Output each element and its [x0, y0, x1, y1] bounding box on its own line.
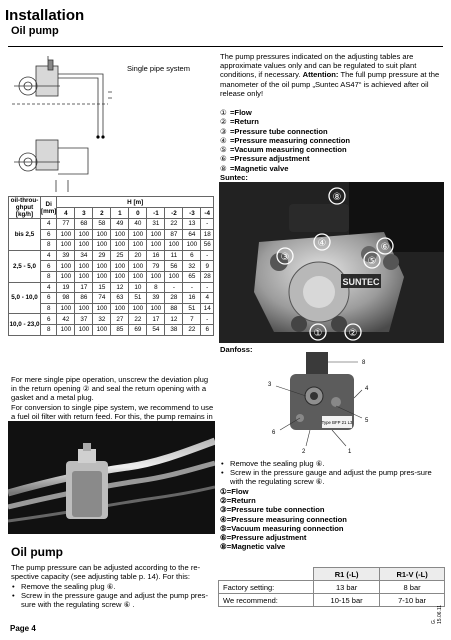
- h-value: 0: [129, 208, 147, 219]
- table-cell: -: [201, 219, 214, 230]
- h-value: 1: [111, 208, 129, 219]
- table-cell: 100: [75, 240, 93, 251]
- table-cell: 40: [129, 219, 147, 230]
- table-cell: 64: [183, 229, 201, 240]
- table-cell: 100: [57, 229, 75, 240]
- h-value: -2: [165, 208, 183, 219]
- di-value: 4: [41, 282, 57, 293]
- doc-code: G. 15.06.11: [431, 604, 443, 624]
- legend-item: ⑥ =Pressure adjustment: [220, 154, 310, 164]
- di-value: 8: [41, 303, 57, 314]
- pressure-value: 13 bar: [314, 581, 380, 594]
- di-value: 6: [41, 261, 57, 272]
- h-value: -4: [201, 208, 214, 219]
- legend-item: ④=Pressure measuring connection: [220, 514, 347, 524]
- section-intro: The pump pressure can be adjusted according to the re-spective capacity (see adjusting table p. 14). For this:: [11, 563, 201, 582]
- table-cell: 100: [147, 240, 165, 251]
- pipe-drawing: [8, 52, 214, 192]
- table-cell: 10: [129, 282, 147, 293]
- single-pipe-paragraph: For mere single pipe operation, unscrew the deviation plug in the return opening ② and seal the return opening with a gasket and a metal plug.: [11, 375, 209, 403]
- table-cell: 22: [183, 324, 201, 335]
- table-cell: 100: [93, 261, 111, 272]
- table-cell: 18: [201, 229, 214, 240]
- suntec-callout-4: ④: [317, 238, 327, 249]
- danfoss-callout: 4: [365, 386, 369, 392]
- suntec-brand: SUNTEC: [342, 277, 380, 287]
- table-cell: 100: [93, 229, 111, 240]
- di-value: 6: [41, 314, 57, 325]
- table-cell: 56: [165, 261, 183, 272]
- di-value: 8: [41, 271, 57, 282]
- suntec-callout-3: ③: [280, 252, 290, 263]
- table-cell: 100: [129, 229, 147, 240]
- table-cell: 100: [75, 261, 93, 272]
- table-cell: 32: [183, 261, 201, 272]
- h-value: 2: [93, 208, 111, 219]
- throughput-group: bis 2,5: [9, 219, 41, 251]
- table-cell: 100: [57, 261, 75, 272]
- suntec-callout-5: ⑤: [367, 256, 377, 267]
- list-item: • Remove the sealing plug ⑥.: [220, 459, 444, 468]
- table-cell: 17: [75, 282, 93, 293]
- table-cell: 22: [129, 314, 147, 325]
- list-item: • Screw in the pressure gauge and adjust the pump pres-sure with the regulating screw ⑥.: [220, 468, 444, 486]
- table-cell: 100: [129, 303, 147, 314]
- table-cell: -: [183, 282, 201, 293]
- filter-drawing: [8, 421, 215, 534]
- danfoss-plate: Type BFP 21 L3: [321, 420, 353, 425]
- legend-item: ⑥=Pressure adjustment: [220, 533, 307, 543]
- table-cell: 42: [57, 314, 75, 325]
- table-cell: 11: [165, 250, 183, 261]
- filter-photo: [8, 421, 215, 534]
- list-item: • Remove the sealing plug ⑥.: [11, 582, 215, 591]
- danfoss-callout: 2: [302, 449, 306, 455]
- table-cell: 22: [165, 219, 183, 230]
- table-row: [219, 594, 445, 607]
- di-value: 8: [41, 240, 57, 251]
- legend-item: ③=Pressure tube connection: [220, 505, 325, 515]
- table-cell: 86: [75, 293, 93, 304]
- table-cell: 100: [57, 324, 75, 335]
- table-cell: 54: [147, 324, 165, 335]
- pressure-value: 8 bar: [380, 581, 445, 594]
- danfoss-callout: 5: [365, 418, 369, 424]
- table-row: [9, 250, 214, 261]
- h-value: 4: [57, 208, 75, 219]
- h-value: 3: [75, 208, 93, 219]
- figure-label: Single pipe system: [127, 64, 190, 73]
- table-cell: 100: [129, 271, 147, 282]
- table-cell: 16: [147, 250, 165, 261]
- legend-item: ② =Return: [220, 117, 259, 127]
- attention-label: Attention:: [302, 70, 339, 80]
- table-row: [9, 219, 214, 230]
- table-cell: 100: [111, 271, 129, 282]
- pressure-header: R1-V (-L): [380, 568, 445, 581]
- table-cell: 65: [183, 271, 201, 282]
- conversion-paragraph: For conversion to single pipe system, we recommend to use a fuel oil filter with return feed. For this, the pump remains in: [11, 403, 214, 422]
- table-cell: 63: [111, 293, 129, 304]
- suntec-drawing: [219, 182, 444, 343]
- table-cell: 29: [93, 250, 111, 261]
- danfoss-pump-diagram: [262, 350, 382, 455]
- table-cell: 25: [111, 250, 129, 261]
- table-cell: 37: [75, 314, 93, 325]
- table-cell: 13: [183, 219, 201, 230]
- legend-item: ⑤=Vacuum measuring connection: [220, 523, 344, 533]
- table-cell: 58: [93, 219, 111, 230]
- table-cell: 100: [129, 240, 147, 251]
- intro-text: The pump pressures indicated on the adjusting tables are approximate values only and can be regulated to suit plant conditions, if necessary.: [220, 52, 417, 80]
- table-cell: 100: [147, 271, 165, 282]
- table-cell: 100: [183, 240, 201, 251]
- table-cell: 69: [129, 324, 147, 335]
- col-header-h: H [m]: [57, 197, 214, 208]
- table-cell: 79: [147, 261, 165, 272]
- table-cell: 100: [57, 303, 75, 314]
- single-pipe-diagram: [8, 52, 214, 192]
- page-subtitle: Oil pump: [11, 25, 59, 37]
- danfoss-callout: 3: [268, 382, 272, 388]
- table-cell: -: [201, 314, 214, 325]
- table-cell: 100: [93, 303, 111, 314]
- list-item: • Screw in the pressure gauge and adjust the pump pres-sure with the regulating screw ⑥ .: [11, 591, 215, 609]
- table-cell: 6: [183, 250, 201, 261]
- table-cell: 100: [57, 240, 75, 251]
- table-cell: 20: [129, 250, 147, 261]
- pressure-header: R1 (-L): [314, 568, 380, 581]
- table-cell: 19: [57, 282, 75, 293]
- table-cell: 27: [111, 314, 129, 325]
- pressure-value: 7-10 bar: [380, 594, 445, 607]
- table-cell: 51: [183, 303, 201, 314]
- pressure-value: 10-15 bar: [314, 594, 380, 607]
- di-value: 6: [41, 293, 57, 304]
- table-cell: 49: [111, 219, 129, 230]
- suntec-callout-6: ⑥: [380, 242, 390, 253]
- legend-item: ⑧ =Magnetic valve: [220, 163, 289, 173]
- table-row: [9, 282, 214, 293]
- danfoss-steps: [220, 459, 444, 487]
- table-row: [9, 314, 214, 325]
- table-cell: 100: [129, 261, 147, 272]
- suntec-callout-1: ①: [313, 328, 323, 339]
- row-label: Factory setting:: [219, 581, 314, 594]
- table-cell: 34: [75, 250, 93, 261]
- legend-item: ③ =Pressure tube connection: [220, 126, 328, 136]
- throughput-group: 5,0 - 10,0: [9, 282, 41, 314]
- danfoss-label: Danfoss:: [220, 345, 253, 354]
- table-cell: 8: [147, 282, 165, 293]
- danfoss-callout: 8: [362, 360, 366, 366]
- header-rule: [8, 46, 443, 47]
- table-cell: 100: [165, 240, 183, 251]
- table-cell: 17: [147, 314, 165, 325]
- table-cell: 4: [201, 293, 214, 304]
- page-title: Installation: [5, 7, 85, 24]
- di-value: 4: [41, 250, 57, 261]
- table-cell: 100: [111, 229, 129, 240]
- suntec-legend: [220, 108, 350, 173]
- table-cell: 39: [57, 250, 75, 261]
- table-cell: 100: [147, 229, 165, 240]
- table-cell: 12: [111, 282, 129, 293]
- table-cell: 39: [147, 293, 165, 304]
- legend-item: ① =Flow: [220, 108, 252, 117]
- legend-item: ④ =Pressure measuring connection: [220, 135, 351, 145]
- table-cell: 15: [93, 282, 111, 293]
- table-cell: 12: [165, 314, 183, 325]
- table-cell: 100: [75, 271, 93, 282]
- table-cell: 9: [201, 261, 214, 272]
- danfoss-callout: 1: [348, 449, 352, 455]
- suntec-callout-8: ⑧: [332, 192, 342, 203]
- danfoss-callout: 6: [272, 430, 276, 436]
- table-cell: 32: [93, 314, 111, 325]
- legend-item: ⑧=Magnetic valve: [220, 542, 286, 552]
- col-header-oil: oil-throu-ghput [kg/h]: [9, 197, 41, 219]
- pressure-table: [218, 567, 445, 607]
- table-cell: 100: [111, 240, 129, 251]
- table-cell: 100: [75, 229, 93, 240]
- throughput-group: 10,0 - 23,0: [9, 314, 41, 335]
- table-cell: -: [201, 282, 214, 293]
- table-cell: 38: [165, 324, 183, 335]
- table-cell: 100: [57, 271, 75, 282]
- table-cell: -: [201, 250, 214, 261]
- di-value: 8: [41, 324, 57, 335]
- table-cell: 100: [93, 240, 111, 251]
- throughput-group: 2,5 - 5,0: [9, 250, 41, 282]
- table-cell: 68: [75, 219, 93, 230]
- h-value: -3: [183, 208, 201, 219]
- table-cell: 51: [129, 293, 147, 304]
- table-cell: 100: [111, 261, 129, 272]
- suntec-label: Suntec:: [220, 173, 248, 182]
- table-cell: 87: [165, 229, 183, 240]
- table-cell: -: [165, 282, 183, 293]
- di-value: 6: [41, 229, 57, 240]
- section-title: Oil pump: [11, 545, 63, 559]
- table-cell: 100: [75, 324, 93, 335]
- table-cell: 14: [201, 303, 214, 314]
- table-cell: 16: [183, 293, 201, 304]
- right-intro: [220, 52, 444, 98]
- row-label: We recommend:: [219, 594, 314, 607]
- page-number: Page 4: [10, 624, 36, 633]
- table-cell: 6: [201, 324, 214, 335]
- table-cell: 28: [201, 271, 214, 282]
- danfoss-legend: [220, 487, 347, 551]
- table-cell: 28: [165, 293, 183, 304]
- danfoss-drawing: [262, 350, 382, 455]
- section-steps: [11, 582, 215, 610]
- throughput-table: [8, 196, 214, 336]
- legend-item: ②=Return: [220, 496, 256, 506]
- table-cell: 85: [111, 324, 129, 335]
- table-cell: 88: [165, 303, 183, 314]
- attention-text: The full pump pressure at the manometer of the oil pump „Suntec AS47“ is achieved after oil release only!: [220, 70, 440, 98]
- table-cell: 100: [93, 324, 111, 335]
- col-header-di: Di [mm]: [41, 197, 57, 219]
- di-value: 4: [41, 219, 57, 230]
- table-cell: 100: [165, 271, 183, 282]
- table-cell: 31: [147, 219, 165, 230]
- table-cell: 100: [93, 271, 111, 282]
- table-cell: 98: [57, 293, 75, 304]
- table-cell: 74: [93, 293, 111, 304]
- table-cell: 100: [75, 303, 93, 314]
- table-cell: 100: [147, 303, 165, 314]
- table-cell: 100: [111, 303, 129, 314]
- table-cell: 77: [57, 219, 75, 230]
- table-cell: 56: [201, 240, 214, 251]
- h-value: -1: [147, 208, 165, 219]
- suntec-pump-photo: [219, 182, 444, 343]
- legend-item: ⑤ =Vacuum measuring connection: [220, 145, 347, 155]
- legend-item: ①=Flow: [220, 487, 249, 496]
- table-cell: 7: [183, 314, 201, 325]
- suntec-callout-2: ②: [348, 328, 358, 339]
- table-row: [219, 581, 445, 594]
